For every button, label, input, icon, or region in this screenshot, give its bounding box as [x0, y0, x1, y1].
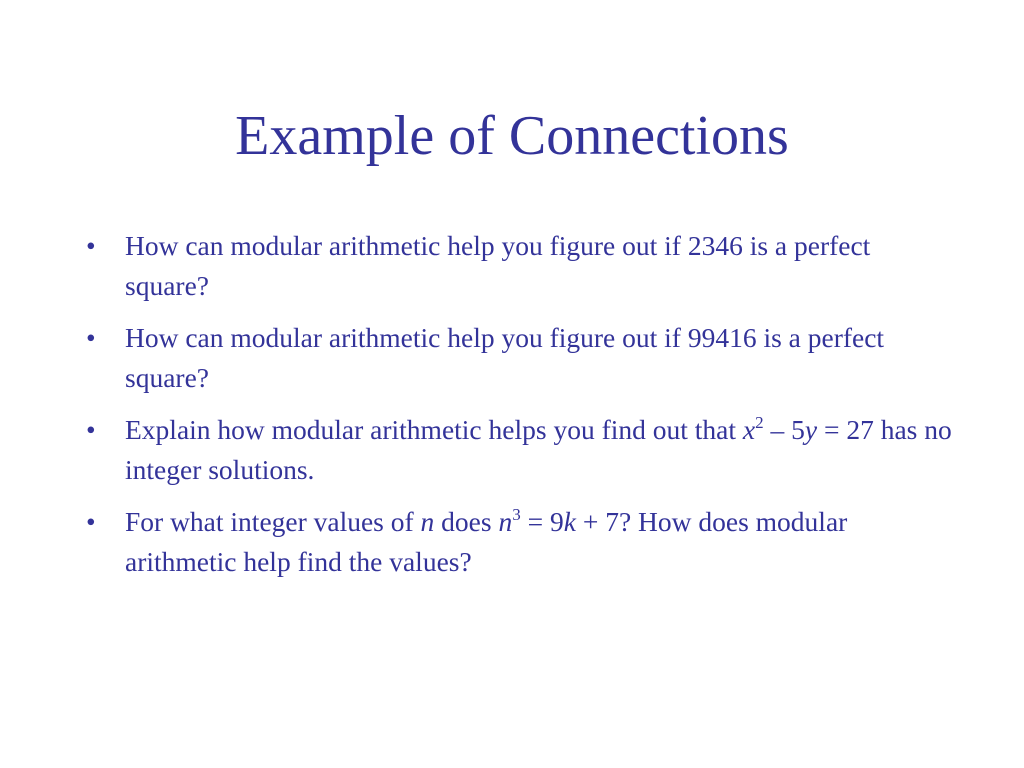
bullet-text-segment: For what integer values of [125, 506, 421, 537]
math-variable-x: x [742, 414, 756, 445]
bullet-text-segment: + 7? How does modular arithmetic help find the values? [125, 506, 848, 577]
bullet-item-1 [84, 226, 954, 306]
bullet-text [125, 506, 847, 577]
bullet-text-segment: does [434, 506, 499, 537]
bullet-text-segment: – 5 [763, 414, 805, 445]
bullet-text: How can modular arithmetic help you figure out if 2346 is a perfect square? [125, 230, 871, 301]
bullet-icon: • [86, 414, 96, 445]
bullet-text-segment: Explain how modular arithmetic helps you find out that [125, 414, 743, 445]
bullet-icon: • [86, 230, 96, 261]
math-variable-n: n [498, 506, 513, 537]
bullet-item-4 [84, 502, 954, 582]
bullet-text-segment: = 27 has no integer solutions. [125, 414, 952, 485]
slide-title: Example of Connections [235, 105, 789, 167]
math-variable-y: y [804, 414, 818, 445]
math-exponent: 2 [755, 413, 764, 432]
bullet-list [84, 226, 954, 594]
math-variable-n: n [420, 506, 435, 537]
math-variable-k: k [563, 506, 576, 537]
bullet-icon: • [86, 506, 96, 537]
bullet-text-segment: = 9 [520, 506, 564, 537]
math-exponent: 3 [512, 505, 521, 524]
bullet-text [125, 414, 952, 485]
bullet-item-3 [84, 410, 954, 490]
bullet-item-2 [84, 318, 954, 398]
bullet-icon: • [86, 322, 96, 353]
bullet-text: How can modular arithmetic help you figure out if 99416 is a perfect square? [125, 322, 885, 393]
